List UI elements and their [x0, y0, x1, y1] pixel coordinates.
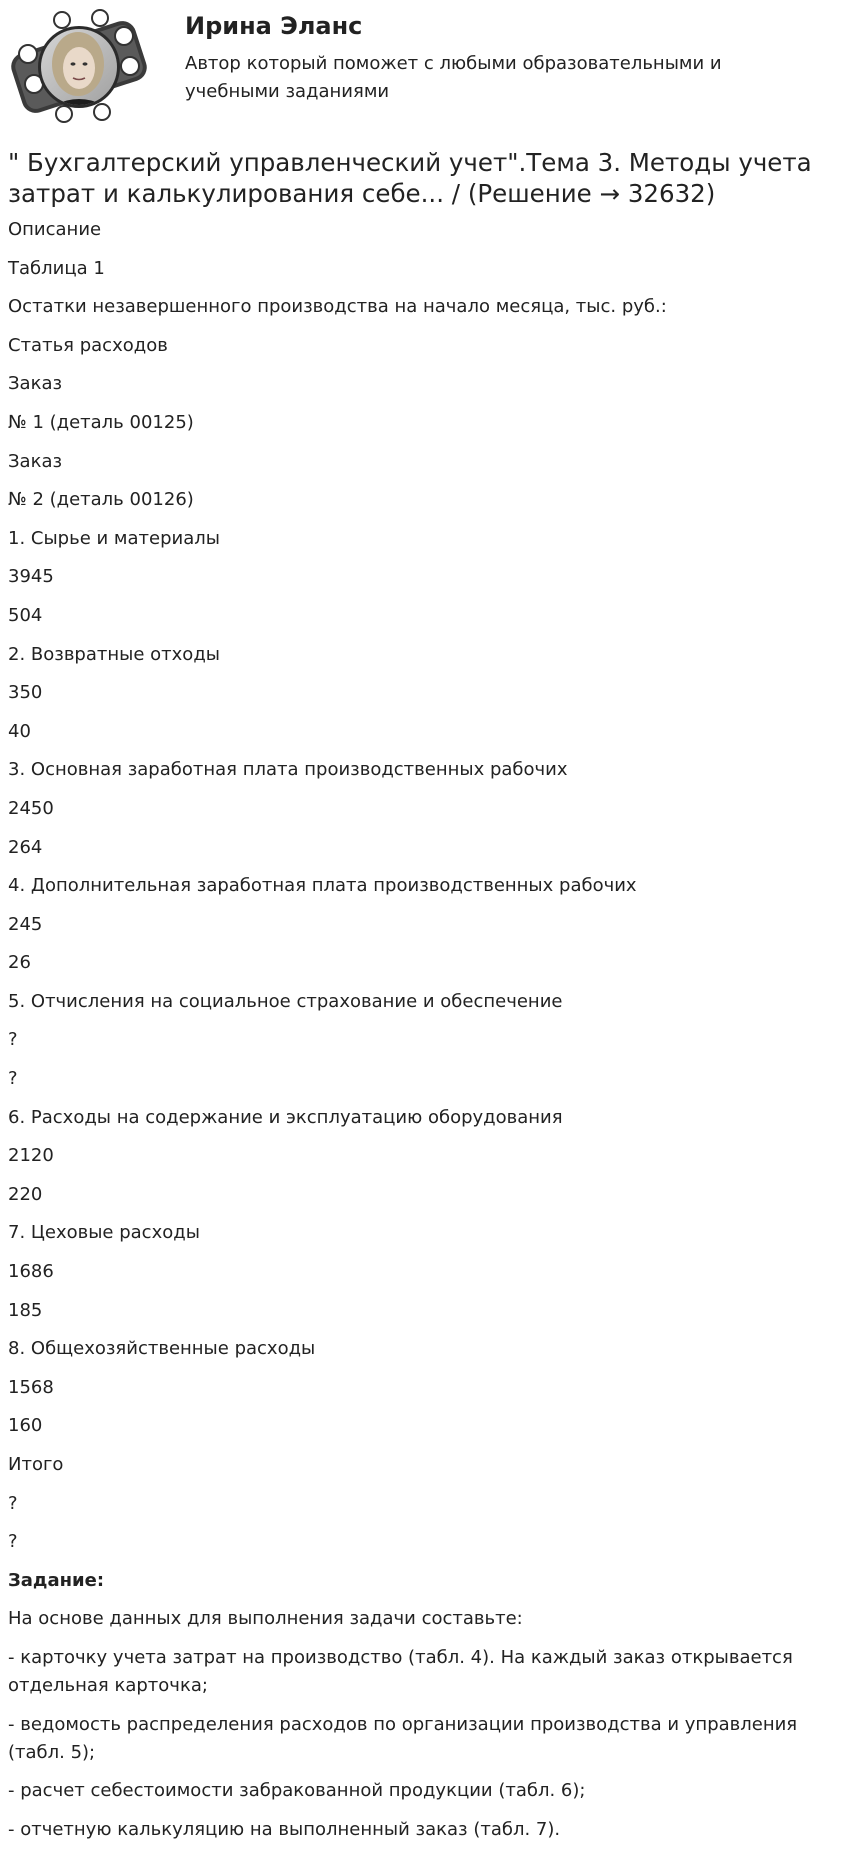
body-line: 26 — [8, 952, 31, 974]
body-line: Описание — [8, 219, 102, 240]
body-line: 7. Цеховые расходы — [8, 1222, 200, 1244]
body-line: ? — [8, 1029, 18, 1051]
body-line: ? — [8, 1068, 18, 1090]
task-items — [8, 1644, 840, 1844]
body-line: 350 — [8, 682, 43, 704]
body-line: Статья расходов — [8, 334, 168, 356]
body-line: Итого — [8, 1454, 64, 1475]
author-name: Ирина Эланс — [185, 12, 363, 40]
body-line: № 2 (деталь 00126) — [8, 489, 194, 511]
body-line: 1686 — [8, 1261, 54, 1283]
body-line: 2120 — [8, 1145, 54, 1167]
body-line: 3945 — [8, 566, 54, 588]
body-line: 4. Дополнительная заработная плата производственных рабочих — [8, 875, 637, 897]
body-line: 1. Сырье и материалы — [8, 527, 220, 549]
body-line: Заказ — [8, 373, 63, 395]
body-line: 264 — [8, 836, 43, 858]
task-item: - расчет себестоимости забракованной продукции (табл. 6); — [8, 1780, 586, 1802]
body-line: ? — [8, 1531, 18, 1553]
body-line: 504 — [8, 604, 43, 626]
body-line: 5. Отчисления на социальное страхование и обеспечение — [8, 990, 563, 1012]
author-header — [0, 0, 847, 140]
body-line: 2. Возвратные отходы — [8, 643, 220, 665]
page-title: " Бухгалтерский управленческий учет".Тема 3. Методы учета затрат и калькулирования себе... / (Решение → 32632) — [8, 148, 812, 208]
body-line: Заказ — [8, 450, 63, 472]
task-heading: Задание: — [8, 1569, 105, 1591]
body-line: 160 — [8, 1415, 43, 1437]
author-avatar — [6, 6, 152, 128]
task-intro: На основе данных для выполнения задачи составьте: — [8, 1608, 523, 1630]
body-line: 1568 — [8, 1376, 54, 1398]
document-body — [8, 216, 840, 1854]
body-line: 6. Расходы на содержание и эксплуатацию оборудования — [8, 1106, 563, 1128]
body-line: 245 — [8, 913, 43, 935]
body-lines — [8, 216, 840, 1556]
body-line: 8. Общехозяйственные расходы — [8, 1338, 316, 1360]
film-reel-avatar-icon — [6, 6, 152, 128]
body-line: 40 — [8, 720, 31, 742]
author-description: Автор который поможет с любыми образовательными и учебными заданиями — [185, 53, 722, 102]
task-item: - карточку учета затрат на производство (табл. 4). На каждый заказ открывается отдельная карточка; — [8, 1646, 793, 1696]
task-item: - ведомость распределения расходов по организации производства и управления (табл. 5); — [8, 1713, 798, 1763]
body-line: 2450 — [8, 797, 54, 819]
body-line: ? — [8, 1492, 18, 1514]
body-line: Таблица 1 — [8, 257, 105, 279]
body-line: 185 — [8, 1299, 43, 1321]
body-line: 3. Основная заработная плата производственных рабочих — [8, 759, 568, 781]
task-item: - отчетную калькуляцию на выполненный заказ (табл. 7). — [8, 1818, 561, 1840]
body-line: № 1 (деталь 00125) — [8, 411, 194, 433]
body-line: Остатки незавершенного производства на начало месяца, тыс. руб.: — [8, 296, 667, 318]
body-line: 220 — [8, 1183, 43, 1205]
